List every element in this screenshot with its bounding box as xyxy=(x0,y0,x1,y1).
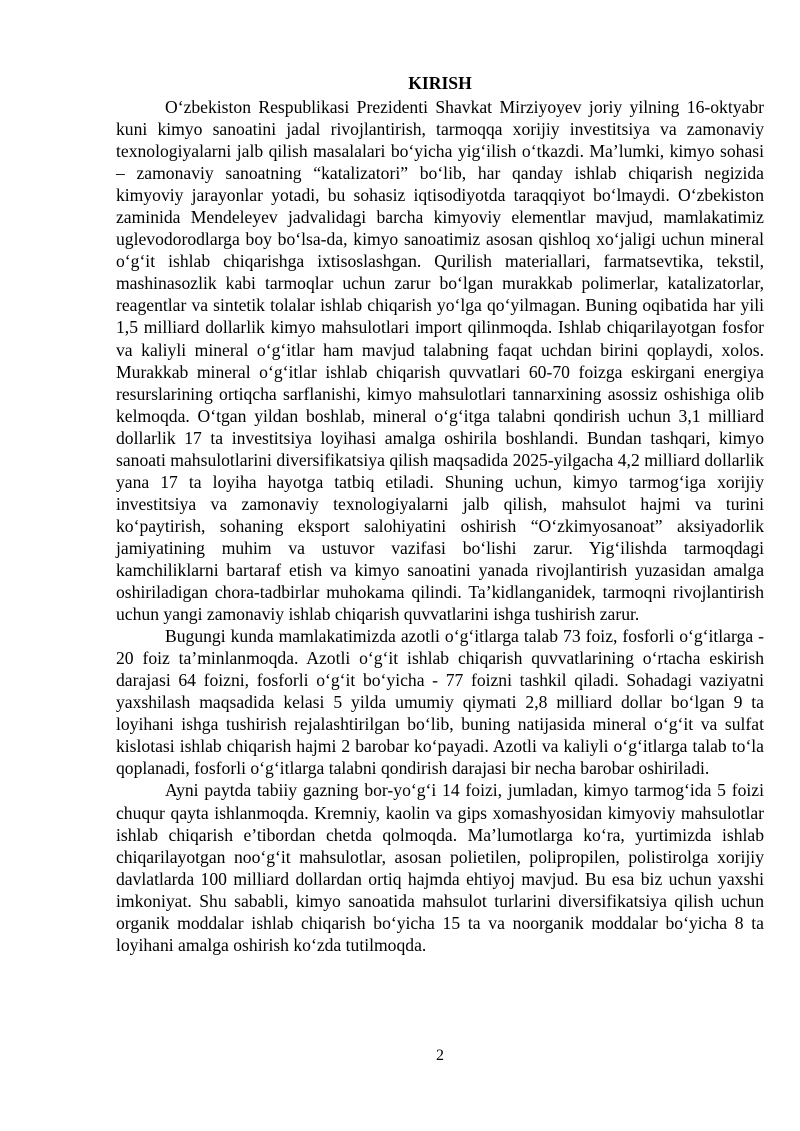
section-heading: KIRISH xyxy=(408,73,472,93)
paragraph-1: O‘zbekiston Respublikasi Prezidenti Shavkat Mirziyoyev joriy yilning 16-oktyabr kuni kimyo sanoatini jadal rivojlantirish, tarmoqqa xorijiy investitsiya va zamonaviy texnologiyalarni jalb qilish masalalari bo‘yicha yig‘ilish o‘tkazdi. Ma’lumki, kimyo sohasi – zamonaviy sanoatning “katalizatori” bo‘lib, har qanday ishlab chiqarish negizida kimyoviy jarayonlar yotadi, bu sohasiz iqtisodiyotda taraqqiyot bo‘lmaydi. O‘zbekiston zaminida Mendeleyev jadvalidagi barcha kimyoviy elementlar mavjud, mamlakatimiz uglevodorodlarga boy bo‘lsa-da, kimyo sanoatimiz asosan qishloq xo‘jaligi uchun mineral o‘g‘it ishlab chiqarishga ixtisoslashgan. Qurilish materiallari, farmatsevtika, tekstil, mashinasozlik kabi tarmoqlar uchun zarur bo‘lgan murakkab polimerlar, katalizatorlar, reagentlar va sintetik tolalar ishlab chiqarish yo‘lga qo‘yilmagan. Buning oqibatida har yili 1,5 milliard dollarlik kimyo mahsulotlari import qilinmoqda. Ishlab chiqarilayotgan fosfor va kaliyli mineral o‘g‘itlar ham mavjud talabning faqat uchdan birini qoplaydi, xolos. Murakkab mineral o‘g‘itlar ishlab chiqarish quvvatlari 60-70 foizga eskirgani energiya resurslarining ortiqcha sarflanishi, kimyo mahsulotlari tannarxining asossiz oshishiga olib kelmoqda. O‘tgan yildan boshlab, mineral o‘g‘itga talabni qondirish uchun 3,1 milliard dollarlik 17 ta investitsiya loyihasi amalga oshirila boshlandi. Bundan tashqari, kimyo sanoati mahsulotlarini diversifikatsiya qilish maqsadida 2025-yilgacha 4,2 milliard dollarlik yana 17 ta loyiha hayotga tatbiq etiladi. Shuning uchun, kimyo tarmog‘iga xorijiy investitsiya va zamonaviy texnologiyalarni jalb qilish, mahsulot hajmi va turini ko‘paytirish, sohaning eksport salohiyatini oshirish “O‘zkimyosanoat” aksiyadorlik jamiyatining muhim va ustuvor vazifasi bo‘lishi zarur. Yig‘ilishda tarmoqdagi kamchiliklarni bartaraf etish va kimyo sanoatini yanada rivojlantirish yuzasidan amalga oshiriladigan chora-tadbirlar muhokama qilindi. Ta’kidlanganidek, tarmoqni rivojlantirish uchun yangi zamonaviy ishlab chiqarish quvvatlarini ishga tushirish zarur. xyxy=(116,97,764,625)
paragraph-3: Ayni paytda tabiiy gazning bor-yo‘g‘i 14 foizi, jumladan, kimyo tarmog‘ida 5 foizi chuqur qayta ishlanmoqda. Kremniy, kaolin va gips xomashyosidan kimyoviy mahsulotlar ishlab chiqarish e’tibordan chetda qolmoqda. Ma’lumotlarga ko‘ra, yurtimizda ishlab chiqarilayotgan noo‘g‘it mahsulotlar, asosan polietilen, polipropilen, polistirolga xorijiy davlatlarda 100 milliard dollardan ortiq hajmda ehtiyoj mavjud. Bu esa biz uchun yaxshi imkoniyat. Shu sababli, kimyo sanoatida mahsulot turlarini diversifikatsiya qilish uchun organik moddalar ishlab chiqarish bo‘yicha 15 ta va noorganik moddalar bo‘yicha 8 ta loyihani amalga oshirish ko‘zda tutilmoqda. xyxy=(116,780,764,955)
paragraph-2: Bugungi kunda mamlakatimizda azotli o‘g‘itlarga talab 73 foiz, fosforli o‘g‘itlarga - 20 foiz ta’minlanmoqda. Azotli o‘g‘it ishlab chiqarish quvvatlarining o‘rtacha eskirish darajasi 64 foizni, fosforli o‘g‘it bo‘yicha - 77 foizni tashkil qiladi. Sohadagi vaziyatni yaxshilash maqsadida kelasi 5 yilda umumiy qiymati 2,8 milliard dollar bo‘lgan 9 ta loyihani ishga tushirish rejalashtirilgan bo‘lib, buning natijasida mineral o‘g‘it va sulfat kislotasi ishlab chiqarish hajmi 2 barobar ko‘payadi. Azotli va kaliyli o‘g‘itlarga talab to‘la qoplanadi, fosforli o‘g‘itlarga talabni qondirish darajasi bir necha barobar oshiriladi. xyxy=(116,626,764,779)
body-text xyxy=(116,96,764,956)
page-number: 2 xyxy=(436,1047,444,1064)
